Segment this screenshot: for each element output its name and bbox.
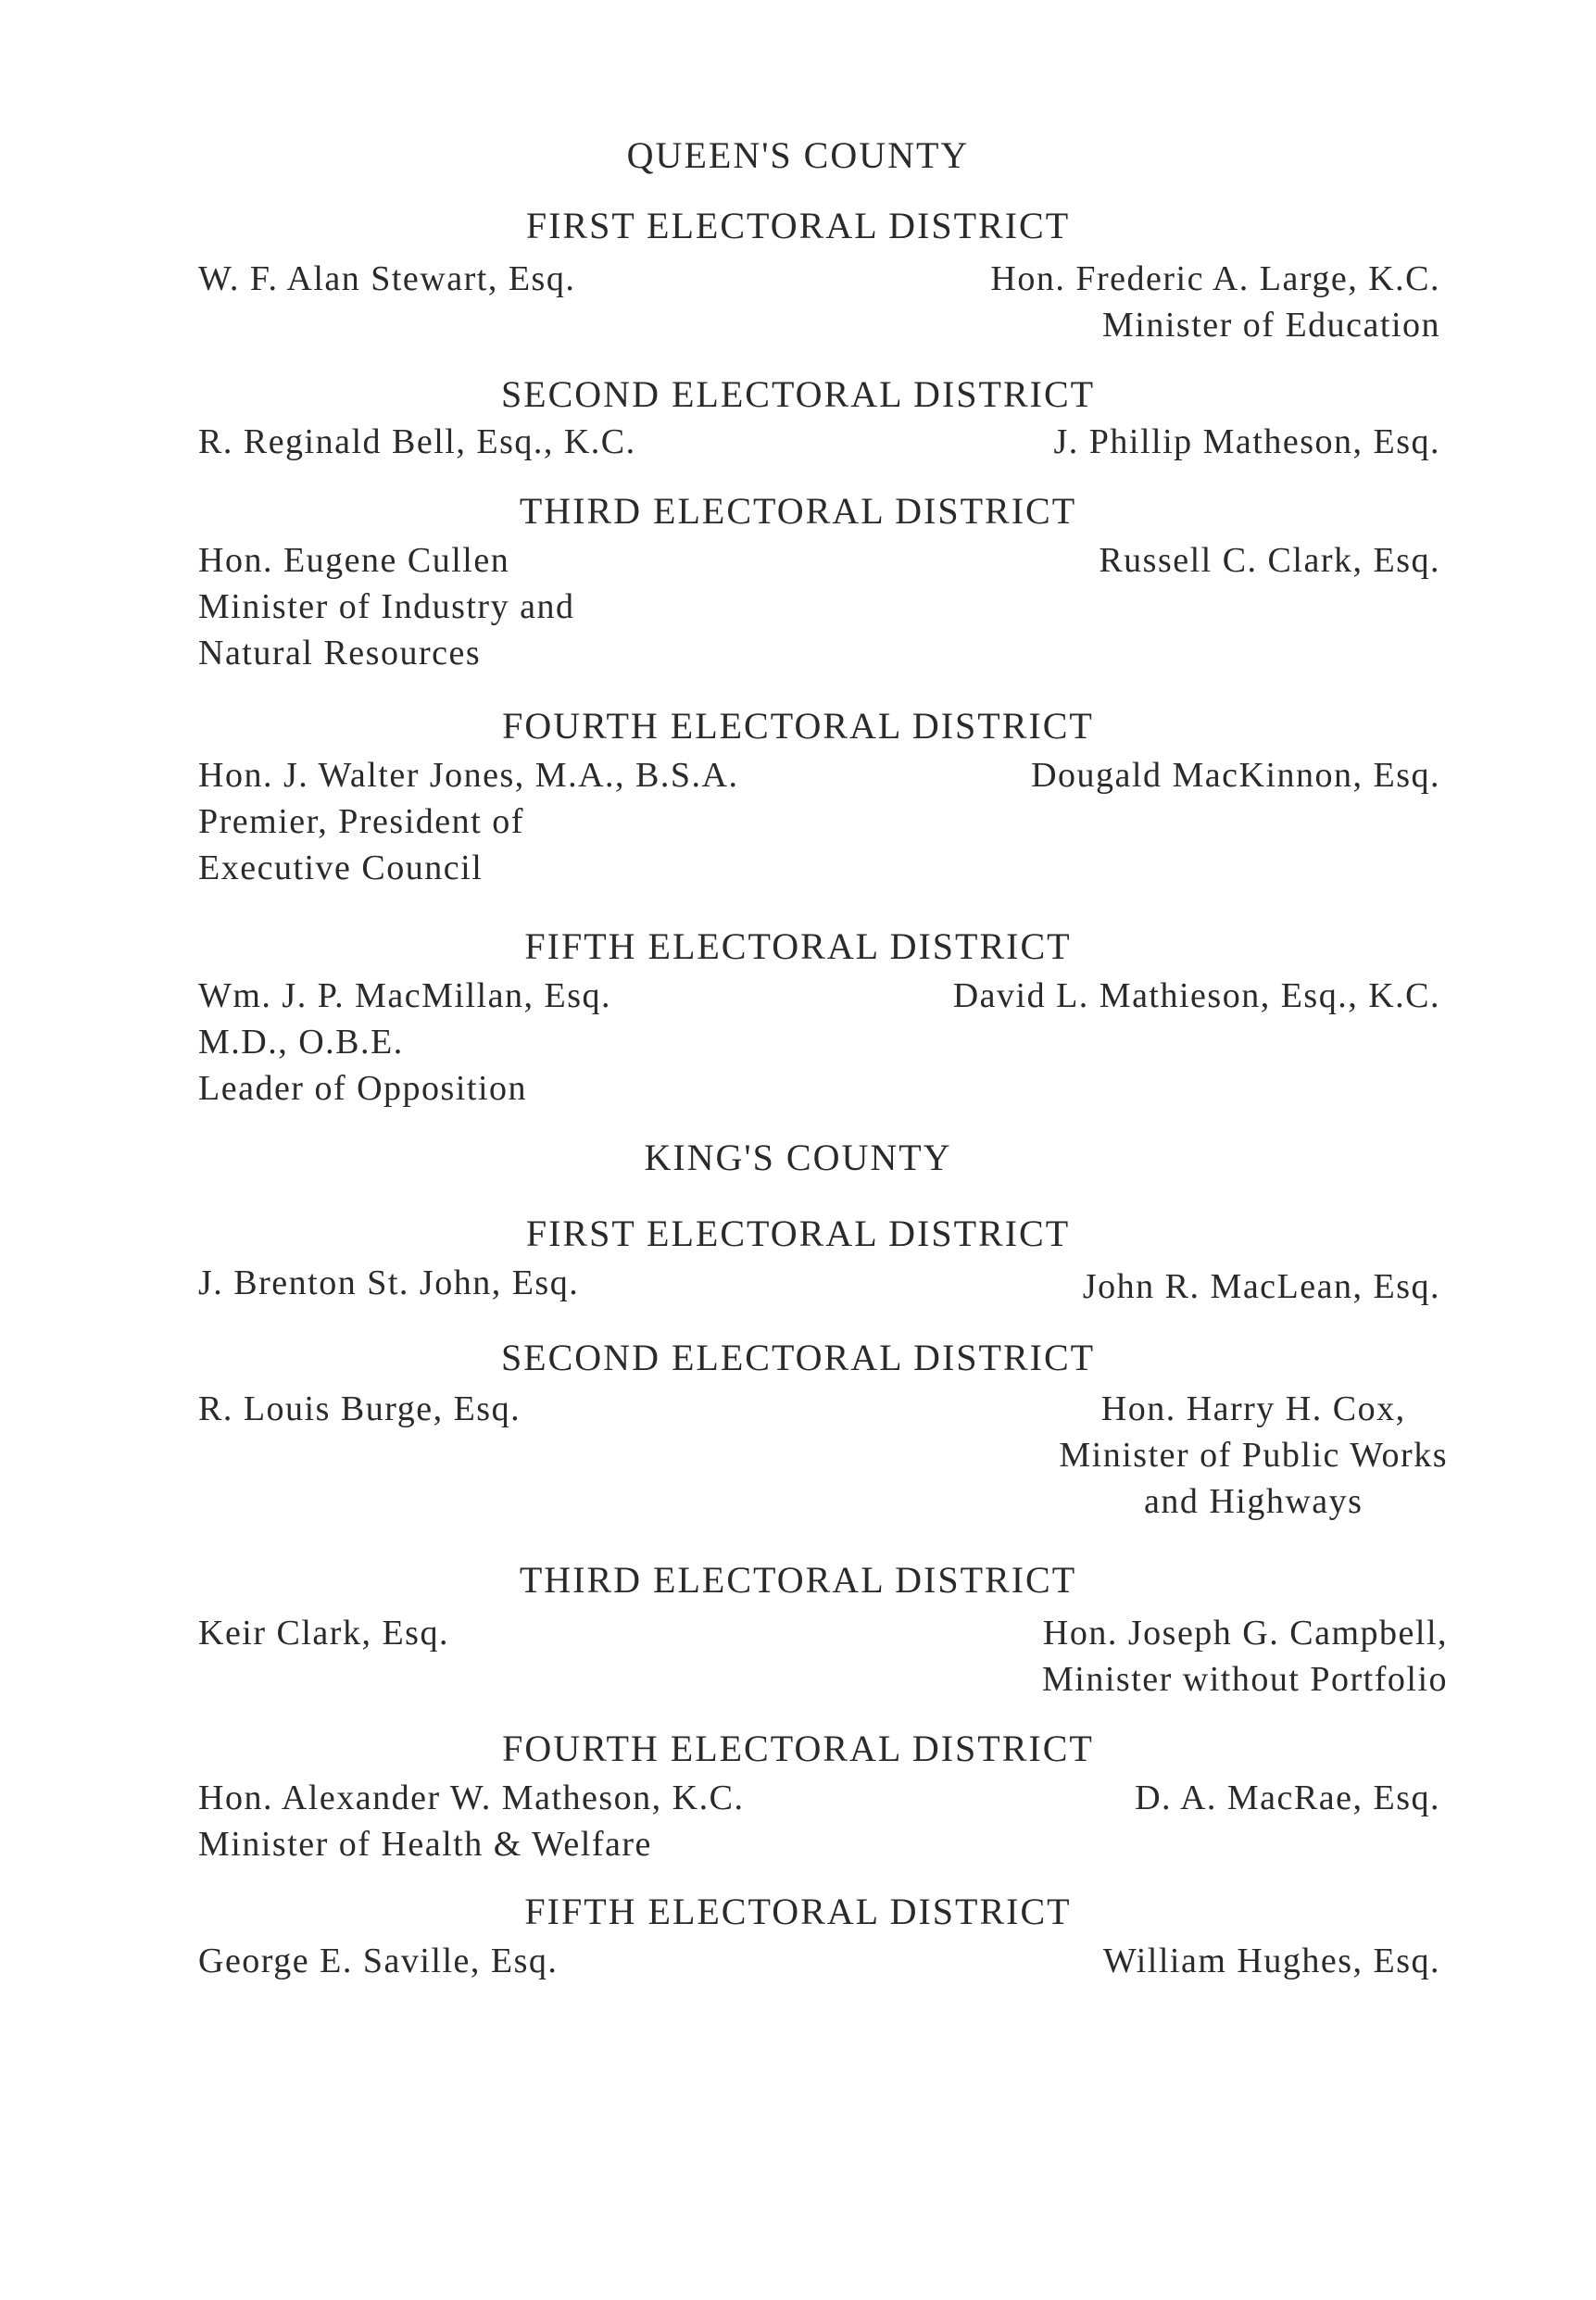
member-line: Russell C. Clark, Esq. <box>1099 541 1440 580</box>
member-left <box>198 1775 744 1867</box>
member-right <box>953 973 1440 1019</box>
district-title: SECOND ELECTORAL DISTRICT <box>500 373 1096 415</box>
member-line: Hon. Alexander W. Matheson, K.C. <box>198 1778 745 1817</box>
member-right <box>1059 1386 1448 1525</box>
member-right <box>990 256 1440 348</box>
member-line: D. A. MacRae, Esq. <box>1135 1778 1440 1817</box>
member-left <box>198 752 738 891</box>
member-line: Natural Resources <box>198 634 482 672</box>
member-line: J. Phillip Matheson, Esq. <box>1053 422 1440 461</box>
member-line: William Hughes, Esq. <box>1102 1942 1440 1980</box>
member-line: David L. Mathieson, Esq., K.C. <box>952 976 1440 1015</box>
county-heading-kings: KING'S COUNTY <box>644 1137 952 1178</box>
member-line: Hon. Harry H. Cox, <box>1100 1389 1406 1428</box>
member-right <box>1031 752 1440 798</box>
member-left <box>198 256 575 302</box>
county-heading-queens: QUEEN'S COUNTY <box>626 134 970 176</box>
member-line: John R. MacLean, Esq. <box>1082 1267 1440 1306</box>
member-left <box>198 1938 558 1984</box>
member-line: Hon. Joseph G. Campbell, <box>1042 1614 1448 1653</box>
member-right <box>1042 1610 1448 1703</box>
district-title: FIRST ELECTORAL DISTRICT <box>525 1213 1071 1254</box>
member-line: M.D., O.B.E. <box>198 1023 404 1062</box>
district-title: SECOND ELECTORAL DISTRICT <box>500 1337 1096 1378</box>
member-line: R. Louis Burge, Esq. <box>198 1389 522 1428</box>
member-line: Minister of Health & Welfare <box>198 1825 652 1864</box>
member-left <box>198 537 574 676</box>
member-line: Minister without Portfolio <box>1042 1660 1448 1699</box>
district-title: THIRD ELECTORAL DISTRICT <box>519 1559 1077 1601</box>
member-line: Keir Clark, Esq. <box>198 1614 449 1653</box>
member-line: Hon. Frederic A. Large, K.C. <box>990 259 1440 298</box>
member-line: J. Brenton St. John, Esq. <box>198 1263 580 1302</box>
district-title: FIFTH ELECTORAL DISTRICT <box>524 925 1072 967</box>
member-left <box>198 973 611 1112</box>
member-line: Premier, President of <box>198 802 524 841</box>
member-line: Hon. Eugene Cullen <box>198 541 510 580</box>
member-line: Wm. J. P. MacMillan, Esq. <box>198 976 611 1015</box>
member-left <box>198 1610 449 1656</box>
member-right <box>1135 1775 1440 1821</box>
member-line: Dougald MacKinnon, Esq. <box>1031 756 1440 795</box>
district-title: FOURTH ELECTORAL DISTRICT <box>502 705 1094 747</box>
member-right <box>1053 419 1440 465</box>
member-line: Executive Council <box>198 848 484 887</box>
member-line: Minister of Industry and <box>198 587 575 626</box>
member-line: Hon. J. Walter Jones, M.A., B.S.A. <box>198 756 739 795</box>
district-title: FOURTH ELECTORAL DISTRICT <box>502 1728 1094 1769</box>
member-line: Leader of Opposition <box>198 1069 528 1108</box>
member-right <box>1083 1263 1440 1310</box>
member-right <box>1099 537 1440 584</box>
member-line: and Highways <box>1143 1482 1364 1521</box>
district-title: THIRD ELECTORAL DISTRICT <box>519 490 1077 532</box>
district-title: FIRST ELECTORAL DISTRICT <box>525 205 1071 246</box>
member-left <box>198 419 636 465</box>
member-line: Minister of Public Works <box>1059 1436 1448 1475</box>
member-line: W. F. Alan Stewart, Esq. <box>198 259 576 298</box>
member-line: Minister of Education <box>1102 306 1440 345</box>
member-line: R. Reginald Bell, Esq., K.C. <box>198 422 636 461</box>
member-right <box>1103 1938 1440 1984</box>
district-title: FIFTH ELECTORAL DISTRICT <box>524 1891 1072 1932</box>
member-left <box>198 1386 521 1432</box>
member-left <box>198 1260 579 1306</box>
member-line: George E. Saville, Esq. <box>198 1942 559 1980</box>
